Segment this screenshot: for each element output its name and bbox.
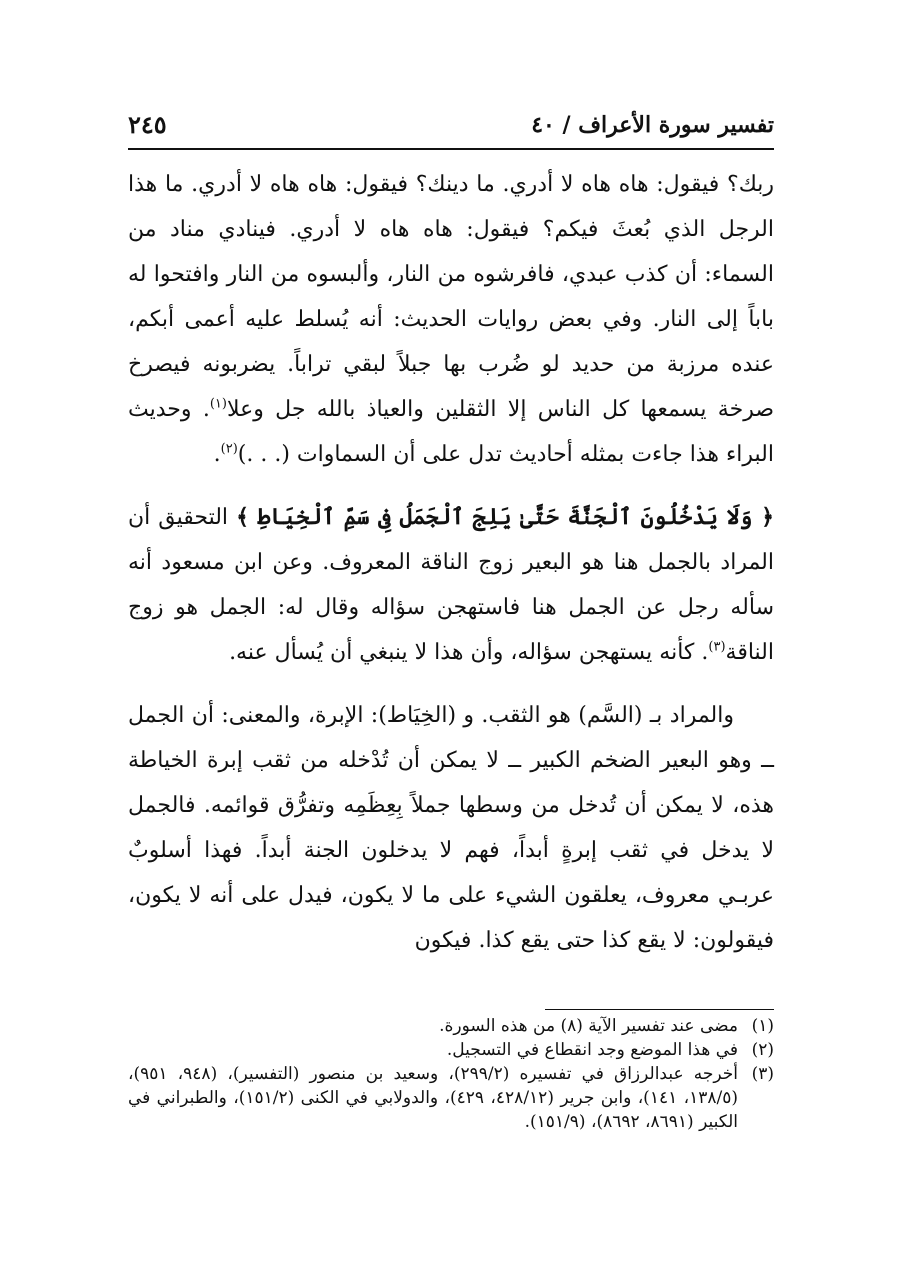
footnote-number: (٣) bbox=[751, 1064, 774, 1084]
footnote-text: أخرجه عبدالرزاق في تفسيره (٢٩٩/٢)، وسعيد بن منصور (التفسير)، (٩٤٨، ٩٥١)، (١٣٨/٥، ١٤١)، وابن جرير (٤٢٨/١٢، ٤٢٩)، والدولابي في الكنى (١٥١/٢)، والطبراني في الكبير (٨٦٩١، ٨٦٩٢)، (١٥١/٩). bbox=[128, 1064, 738, 1132]
header-divider bbox=[128, 148, 774, 150]
footnote-1 bbox=[128, 1014, 774, 1038]
page-header bbox=[128, 106, 774, 150]
footnotes bbox=[128, 1014, 774, 1134]
footnote-text: مضى عند تفسير الآية (٨) من هذه السورة. bbox=[439, 1016, 738, 1036]
paragraph-3: والمراد بـ (السَّم) هو الثقب. و (الخِيَاط): الإبرة، والمعنى: أن الجمل ــ وهو البعير الضخم الكبير ــ لا يمكن أن تُدْخله من ثقب إبرة الخياطة هذه، لا يمكن أن تُدخل من وسطها جملاً بِعِظَمِه وتفرُّق قوائمه. فالجمل لا يدخل في ثقب إبرةٍ أبداً، فهم لا يدخلون الجنة أبداً. فهذا أسلوبٌ عربـي معروف، يعلقون الشيء على ما لا يكون، فيدل على أنه لا يكون، فيقولون: لا يقع كذا حتى يقع كذا. فيكون bbox=[128, 703, 774, 953]
footnote-divider bbox=[545, 1009, 774, 1010]
page-number: ٢٤٥ bbox=[128, 110, 167, 139]
paragraph-1-text: ربك؟ فيقول: هاه هاه لا أدري. ما دينك؟ فيقول: هاه هاه لا أدري. ما هذا الرجل الذي بُعثَ فيكم؟ فيقول: هاه هاه لا أدري. فينادي مناد من السماء: أن كذب عبدي، فافرشوه من النار، وألبسوه من النار وافتحوا له باباً إلى النار. وفي بعض روايات الحديث: أنه يُسلط عليه أعمى أبكم، عنده مرزبة من حديد لو ضُرب بها جبلاً لبقي تراباً. يضربونه فيصرخ صرخة يسمعها كل الناس إلا الثقلين والعياذ بالله جل وعلا bbox=[128, 172, 775, 422]
footnote-ref-1: (١) bbox=[209, 396, 227, 412]
paragraph-2-text: التحقيق أن المراد بالجمل هنا هو البعير زوج الناقة المعروف. وعن ابن مسعود أنه سأله رجل عن الجمل هنا فاستهجن سؤاله وقال له: الجمل هو زوج الناقة bbox=[128, 505, 774, 665]
footnote-ref-3: (٣) bbox=[708, 639, 726, 655]
main-text bbox=[128, 162, 774, 963]
footnote-ref-2: (٢) bbox=[220, 441, 238, 457]
paragraph-1-continuation: . وحديث البراء هذا جاءت بمثله أحاديث تدل على أن السماوات (. . .) bbox=[128, 397, 774, 467]
footnote-number: (١) bbox=[751, 1016, 774, 1036]
paragraph-1 bbox=[128, 162, 774, 477]
running-title: تفسير سورة الأعراف / ٤٠ bbox=[531, 112, 774, 138]
paragraph-1-end: . bbox=[213, 442, 221, 467]
footnote-2 bbox=[128, 1038, 774, 1062]
paragraph-2-end: . كأنه يستهجن سؤاله، وأن هذا لا ينبغي أن يُسأل عنه. bbox=[229, 640, 709, 665]
footnote-number: (٢) bbox=[751, 1040, 774, 1060]
paragraph-2 bbox=[128, 495, 774, 675]
footnote-3 bbox=[128, 1062, 774, 1134]
footnote-text: في هذا الموضع وجد انقطاع في التسجيل. bbox=[446, 1040, 738, 1060]
quran-verse: ﴿ وَلَا يَدْخُلُونَ ٱلْجَنَّةَ حَتَّىٰ يَلِجَ ٱلْجَمَلُ فِى سَمِّ ٱلْخِيَاطِ ﴾ bbox=[236, 504, 774, 530]
